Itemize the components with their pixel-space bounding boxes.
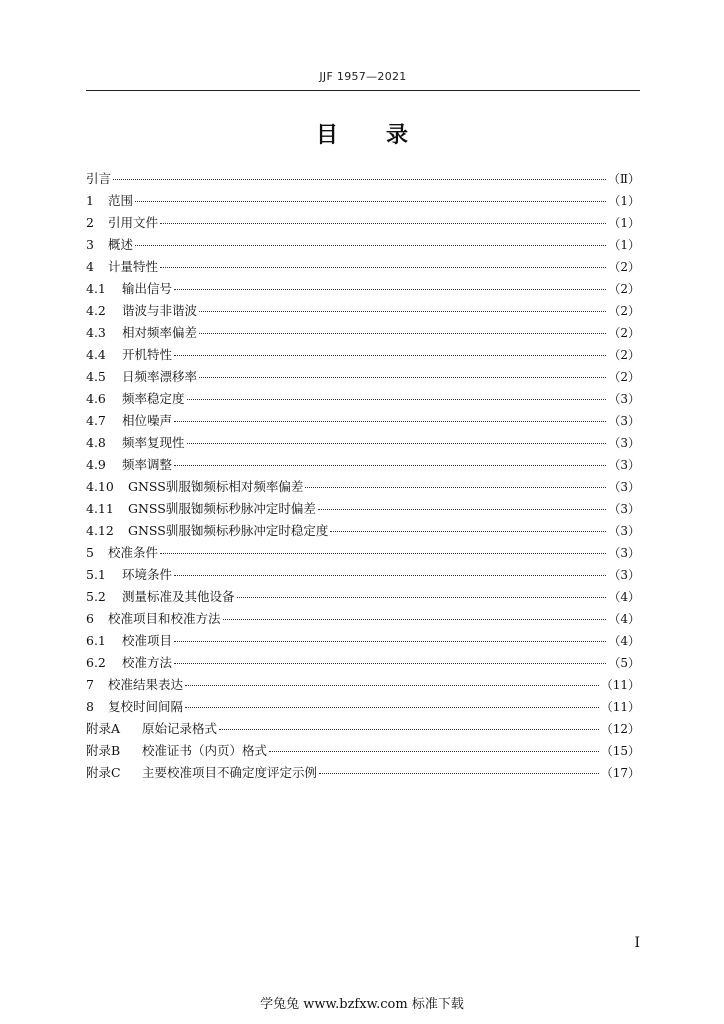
footer-watermark: 学兔兔 www.bzfxw.com 标准下载	[260, 997, 464, 1012]
toc-entry-number: 附录B	[86, 743, 121, 758]
toc-leader-dots	[113, 179, 606, 180]
toc-entry-number: 4.7	[86, 413, 106, 428]
toc-entry-label: 校准证书（内页）格式	[142, 743, 268, 758]
toc-entry[interactable]	[86, 608, 640, 630]
toc-entry[interactable]	[86, 212, 640, 234]
running-header: JJF 1957—2021	[319, 70, 407, 83]
toc-entry-number: 4.3	[86, 325, 106, 340]
toc-entry-number: 4.4	[86, 347, 106, 362]
toc-entry-page: （4）	[608, 590, 640, 604]
table-of-contents	[86, 168, 640, 784]
toc-entry-page: （Ⅱ）	[607, 172, 640, 186]
toc-entry-number: 4	[86, 259, 94, 274]
toc-entry-number: 5	[86, 545, 94, 560]
toc-leader-dots	[199, 377, 606, 378]
toc-entry-number: 4.9	[86, 457, 106, 472]
toc-entry-label: 频率调整	[122, 457, 173, 472]
toc-entry[interactable]	[86, 344, 640, 366]
toc-entry[interactable]	[86, 454, 640, 476]
page-title-char-1: 目	[315, 122, 340, 148]
toc-entry-number: 4.10	[86, 479, 114, 494]
toc-entry-label: 校准项目和校准方法	[108, 611, 221, 626]
toc-entry-label: 校准结果表达	[108, 677, 184, 692]
toc-entry[interactable]	[86, 520, 640, 542]
toc-entry-page: （3）	[608, 502, 640, 516]
toc-entry-page: （3）	[608, 414, 640, 428]
toc-entry-page: （17）	[600, 766, 640, 780]
toc-entry[interactable]	[86, 718, 640, 740]
toc-entry-page: （4）	[608, 634, 640, 648]
toc-entry-page: （2）	[608, 260, 640, 274]
toc-entry-page: （2）	[608, 282, 640, 296]
toc-entry[interactable]	[86, 256, 640, 278]
toc-entry-page: （3）	[608, 480, 640, 494]
toc-leader-dots	[174, 421, 606, 422]
toc-leader-dots	[174, 289, 606, 290]
toc-entry-number: 7	[86, 677, 94, 692]
toc-leader-dots	[187, 399, 607, 400]
page-title	[86, 118, 640, 149]
toc-entry-number: 4.1	[86, 281, 106, 296]
toc-entry[interactable]	[86, 630, 640, 652]
toc-entry-label: 频率稳定度	[122, 391, 185, 406]
toc-entry[interactable]	[86, 762, 640, 784]
toc-leader-dots	[174, 355, 606, 356]
toc-entry[interactable]	[86, 366, 640, 388]
toc-entry-number: 8	[86, 699, 94, 714]
toc-entry-number: 2	[86, 215, 94, 230]
toc-entry-label: 频率复现性	[122, 435, 185, 450]
toc-entry-page: （11）	[600, 678, 640, 692]
toc-entry-label: 相对频率偏差	[122, 325, 198, 340]
toc-leader-dots	[135, 245, 606, 246]
toc-entry[interactable]	[86, 322, 640, 344]
toc-entry-label: 输出信号	[122, 281, 173, 296]
header-rule	[86, 90, 640, 91]
toc-entry-number: 4.8	[86, 435, 106, 450]
toc-entry-label: 主要校准项目不确定度评定示例	[142, 765, 318, 780]
toc-entry-page: （3）	[608, 392, 640, 406]
toc-entry-page: （3）	[608, 458, 640, 472]
toc-entry-number: 4.2	[86, 303, 106, 318]
toc-leader-dots	[160, 267, 606, 268]
toc-entry-label: GNSS驯服铷频标秒脉冲定时稳定度	[128, 523, 329, 538]
toc-entry-page: （4）	[608, 612, 640, 626]
toc-leader-dots	[319, 773, 599, 774]
toc-entry-label: 校准项目	[122, 633, 173, 648]
toc-leader-dots	[199, 311, 606, 312]
toc-entry[interactable]	[86, 586, 640, 608]
toc-entry[interactable]	[86, 190, 640, 212]
toc-leader-dots	[174, 663, 606, 664]
toc-entry-number: 4.6	[86, 391, 106, 406]
toc-entry[interactable]	[86, 498, 640, 520]
toc-entry-label: 校准方法	[122, 655, 173, 670]
toc-entry[interactable]	[86, 278, 640, 300]
toc-entry-page: （3）	[608, 568, 640, 582]
toc-entry-label: 测量标准及其他设备	[122, 589, 235, 604]
toc-entry-number: 4.5	[86, 369, 106, 384]
toc-entry-page: （5）	[608, 656, 640, 670]
toc-entry[interactable]	[86, 696, 640, 718]
toc-entry-label: 复校时间间隔	[108, 699, 184, 714]
toc-entry-label: 计量特性	[108, 259, 159, 274]
toc-entry-number: 5.2	[86, 589, 106, 604]
toc-entry-number: 3	[86, 237, 94, 252]
toc-entry[interactable]	[86, 652, 640, 674]
toc-entry-label: 日频率漂移率	[122, 369, 198, 384]
toc-entry-page: （15）	[600, 744, 640, 758]
toc-leader-dots	[223, 619, 607, 620]
page-number: I	[634, 935, 640, 951]
toc-entry-page: （2）	[608, 348, 640, 362]
toc-leader-dots	[269, 751, 599, 752]
toc-entry-page: （2）	[608, 326, 640, 340]
toc-entry-page: （2）	[608, 304, 640, 318]
toc-entry-label: GNSS驯服铷频标相对频率偏差	[128, 479, 304, 494]
toc-entry-number: 附录A	[86, 721, 121, 736]
toc-entry-page: （3）	[608, 436, 640, 450]
toc-leader-dots	[174, 465, 606, 466]
toc-leader-dots	[318, 509, 607, 510]
toc-entry[interactable]	[86, 564, 640, 586]
toc-entry-number: 5.1	[86, 567, 106, 582]
toc-entry-label: 谐波与非谐波	[122, 303, 198, 318]
toc-entry-label: 范围	[108, 193, 134, 208]
toc-entry-page: （1）	[608, 194, 640, 208]
toc-entry-number: 1	[86, 193, 94, 208]
toc-entry[interactable]	[86, 234, 640, 256]
toc-entry[interactable]	[86, 168, 640, 190]
toc-leader-dots	[135, 201, 606, 202]
toc-leader-dots	[330, 531, 606, 532]
toc-leader-dots	[187, 443, 607, 444]
toc-entry-page: （3）	[608, 546, 640, 560]
toc-entry-page: （3）	[608, 524, 640, 538]
toc-entry[interactable]	[86, 674, 640, 696]
toc-entry-page: （12）	[600, 722, 640, 736]
toc-entry[interactable]	[86, 740, 640, 762]
toc-entry[interactable]	[86, 432, 640, 454]
toc-entry[interactable]	[86, 410, 640, 432]
toc-entry-label: 原始记录格式	[142, 721, 218, 736]
toc-leader-dots	[199, 333, 606, 334]
toc-entry-number: 6.1	[86, 633, 106, 648]
toc-entry-number: 4.11	[86, 501, 114, 516]
toc-leader-dots	[160, 553, 606, 554]
toc-entry-page: （11）	[600, 700, 640, 714]
toc-entry-label: 引言	[86, 171, 112, 186]
toc-entry-label: 概述	[108, 237, 134, 252]
toc-entry-page: （2）	[608, 370, 640, 384]
toc-entry-number: 附录C	[86, 765, 121, 780]
toc-entry-label: 引用文件	[108, 215, 159, 230]
toc-entry[interactable]	[86, 300, 640, 322]
toc-entry[interactable]	[86, 388, 640, 410]
toc-leader-dots	[160, 223, 606, 224]
toc-entry-label: GNSS驯服铷频标秒脉冲定时偏差	[128, 501, 316, 516]
toc-entry-label: 相位噪声	[122, 413, 173, 428]
toc-entry-number: 4.12	[86, 523, 114, 538]
toc-leader-dots	[219, 729, 599, 730]
toc-leader-dots	[185, 685, 599, 686]
toc-entry-page: （1）	[608, 238, 640, 252]
toc-leader-dots	[185, 707, 599, 708]
toc-leader-dots	[305, 487, 606, 488]
page-title-char-2: 录	[386, 122, 411, 148]
toc-entry-page: （1）	[608, 216, 640, 230]
toc-entry-label: 开机特性	[122, 347, 173, 362]
toc-leader-dots	[174, 641, 606, 642]
toc-entry-number: 6.2	[86, 655, 106, 670]
toc-entry[interactable]	[86, 542, 640, 564]
toc-leader-dots	[237, 597, 607, 598]
toc-entry-label: 环境条件	[122, 567, 173, 582]
toc-leader-dots	[174, 575, 606, 576]
toc-entry[interactable]	[86, 476, 640, 498]
toc-entry-number: 6	[86, 611, 94, 626]
toc-entry-label: 校准条件	[108, 545, 159, 560]
